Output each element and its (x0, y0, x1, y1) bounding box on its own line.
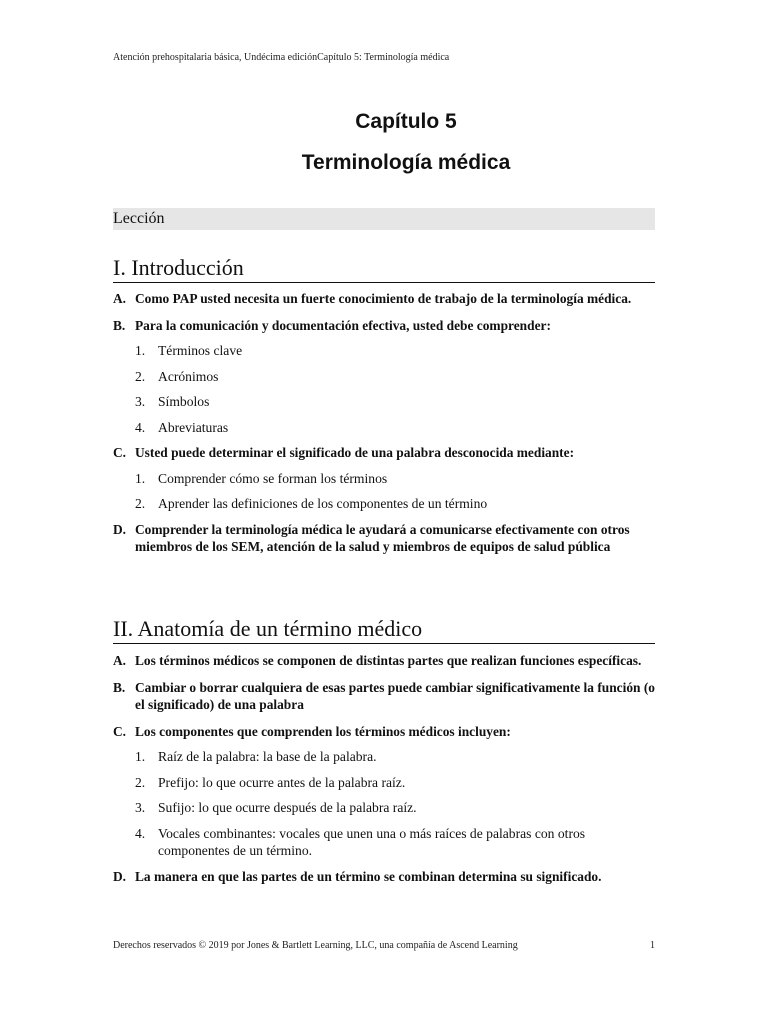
sub-item: 2. Acrónimos (135, 368, 219, 384)
sub-item: 4. Vocales combinantes: vocales que unen una o más raíces de palabras con otros componentes de un término. (135, 825, 586, 858)
list-item: B. Para la comunicación y documentación efectiva, usted debe comprender: (113, 317, 551, 333)
list-item: B. Cambiar o borrar cualquiera de esas partes puede cambiar significativamente la función (o el significado) de una palabra (113, 679, 655, 712)
list-item: D. Comprender la terminología médica le ayudará a comunicarse efectivamente con otros miembros de los SEM, atención de la salud y miembros de equipos de salud pública (113, 521, 630, 554)
list-item: D. La manera en que las partes de un término se combinan determina su significado. (113, 868, 602, 884)
lesson-bar: Lección (113, 208, 655, 230)
page-footer (113, 940, 655, 951)
sub-item: 3. Sufijo: lo que ocurre después de la palabra raíz. (135, 800, 417, 815)
chapter-number: Capítulo 5 (355, 110, 457, 133)
sub-item: 1. Términos clave (135, 343, 243, 358)
section-list-anatomia (113, 652, 658, 885)
sub-item: 2. Aprender las definiciones de los componentes de un término (135, 496, 488, 511)
sub-item: 4. Abreviaturas (135, 419, 229, 435)
sub-item: 1. Comprender cómo se forman los términos (135, 470, 388, 486)
section-heading-introduccion: I. Introducción (113, 255, 655, 283)
section-list-introduccion (113, 290, 658, 556)
page-number: 1 (650, 940, 655, 951)
list-item: C. Los componentes que comprenden los términos médicos incluyen: (113, 723, 511, 739)
sub-item: 2. Prefijo: lo que ocurre antes de la palabra raíz. (135, 774, 406, 790)
chapter-title: Terminología médica (301, 151, 511, 174)
running-header: Atención prehospitalaria básica, Undécima ediciónCapítulo 5: Terminología médica (113, 52, 450, 63)
list-item: A. Como PAP usted necesita un fuerte conocimiento de trabajo de la terminología médica. (113, 291, 632, 306)
section-heading-anatomia: II. Anatomía de un término médico (113, 616, 655, 644)
footer-copyright: Derechos reservados © 2019 por Jones & Bartlett Learning, LLC, una compañía de Ascend Learning (113, 940, 518, 951)
list-item: C. Usted puede determinar el significado de una palabra desconocida mediante: (113, 445, 575, 460)
list-item: A. Los términos médicos se componen de distintas partes que realizan funciones específicas. (113, 653, 642, 668)
sub-item: 3. Símbolos (135, 394, 210, 409)
sub-item: 1. Raíz de la palabra: la base de la palabra. (135, 749, 377, 764)
